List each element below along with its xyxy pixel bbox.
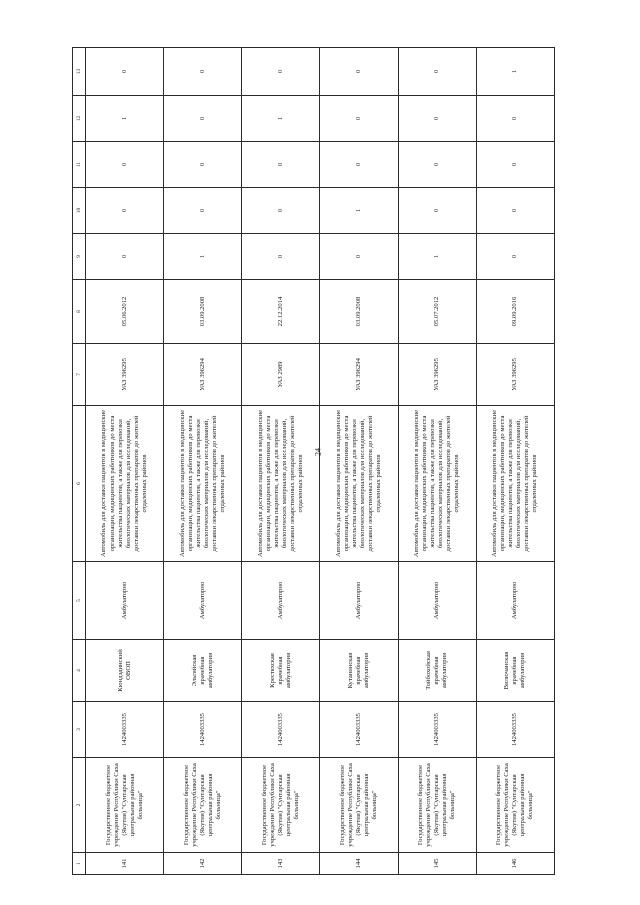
inn-cell: 1424003335 bbox=[164, 702, 242, 758]
inn-cell: 1424003335 bbox=[242, 702, 320, 758]
column-number: 5 bbox=[73, 562, 86, 640]
value-cell: 0 bbox=[86, 142, 164, 188]
value-cell: 1 bbox=[242, 96, 320, 142]
date-cell: 05.07.2012 bbox=[398, 280, 476, 344]
inn-cell: 1424003335 bbox=[398, 702, 476, 758]
subdivision-cell: Кюндэдинский ОВОП bbox=[86, 640, 164, 702]
value-cell: 0 bbox=[398, 48, 476, 96]
subdivision-cell: Тойбохойская врачебная амбулатория bbox=[398, 640, 476, 702]
value-cell: 0 bbox=[476, 96, 554, 142]
value-cell: 0 bbox=[164, 188, 242, 234]
column-number: 13 bbox=[73, 48, 86, 96]
table-row bbox=[86, 48, 164, 875]
vehicle-model-cell: УАЗ 396294 bbox=[320, 344, 398, 406]
column-number-row bbox=[73, 48, 86, 875]
purpose-cell: Автомобиль для доставки пациентов в медицинские организации, медицинских работников до места жительства пациентов, а также для перевозки биологических материалов для исследований, доставки лекарственных препаратов до жителей отдаленных районов bbox=[86, 406, 164, 562]
row-number-cell: 141 bbox=[86, 853, 164, 875]
value-cell: 0 bbox=[476, 142, 554, 188]
organization-cell: Государственное бюджетное учреждение Республики Саха (Якутия) "Сунтарская центральная районная больница" bbox=[398, 758, 476, 853]
organization-cell: Государственное бюджетное учреждение Республики Саха (Якутия) "Сунтарская центральная районная больница" bbox=[320, 758, 398, 853]
purpose-cell: Автомобиль для доставки пациентов в медицинские организации, медицинских работников до места жительства пациентов, а также для перевозки биологических материалов для исследований, доставки лекарственных препаратов до жителей отдаленных районов bbox=[476, 406, 554, 562]
value-cell: 0 bbox=[398, 188, 476, 234]
care-type-cell: Амбулаторно bbox=[164, 562, 242, 640]
value-cell: 0 bbox=[320, 48, 398, 96]
organization-cell: Государственное бюджетное учреждение Республики Саха (Якутия) "Сунтарская центральная районная больница" bbox=[164, 758, 242, 853]
date-cell: 03.09.2008 bbox=[164, 280, 242, 344]
vehicle-model-cell: УАЗ 396295 bbox=[476, 344, 554, 406]
value-cell: 0 bbox=[242, 234, 320, 280]
row-number-cell: 144 bbox=[320, 853, 398, 875]
inn-cell: 1424003335 bbox=[476, 702, 554, 758]
column-number: 8 bbox=[73, 280, 86, 344]
value-cell: 1 bbox=[164, 234, 242, 280]
table-row bbox=[320, 48, 398, 875]
row-number-cell: 146 bbox=[476, 853, 554, 875]
care-type-cell: Амбулаторно bbox=[242, 562, 320, 640]
table-row bbox=[476, 48, 554, 875]
column-number: 1 bbox=[73, 853, 86, 875]
value-cell: 0 bbox=[164, 48, 242, 96]
table-row bbox=[398, 48, 476, 875]
value-cell: 0 bbox=[242, 48, 320, 96]
organization-cell: Государственное бюджетное учреждение Республики Саха (Якутия) "Сунтарская центральная районная больница" bbox=[476, 758, 554, 853]
column-number: 7 bbox=[73, 344, 86, 406]
subdivision-cell: Вилючанская врачебная амбулатория bbox=[476, 640, 554, 702]
purpose-cell: Автомобиль для доставки пациентов в медицинские организации, медицинских работников до места жительства пациентов, а также для перевозки биологических материалов для исследований, доставки лекарственных препаратов до жителей отдаленных районов bbox=[320, 406, 398, 562]
organization-cell: Государственное бюджетное учреждение Республики Саха (Якутия) "Сунтарская центральная районная больница" bbox=[242, 758, 320, 853]
vehicle-model-cell: УАЗ 396294 bbox=[164, 344, 242, 406]
date-cell: 03.09.2008 bbox=[320, 280, 398, 344]
inn-cell: 1424003335 bbox=[320, 702, 398, 758]
value-cell: 0 bbox=[320, 234, 398, 280]
column-number: 4 bbox=[73, 640, 86, 702]
value-cell: 0 bbox=[320, 142, 398, 188]
date-cell: 05.06.2012 bbox=[86, 280, 164, 344]
value-cell: 1 bbox=[398, 234, 476, 280]
table-row bbox=[164, 48, 242, 875]
subdivision-cell: Кутанинская врачебная амбулатория bbox=[320, 640, 398, 702]
row-number-cell: 142 bbox=[164, 853, 242, 875]
column-number: 2 bbox=[73, 758, 86, 853]
value-cell: 0 bbox=[164, 96, 242, 142]
column-number: 9 bbox=[73, 234, 86, 280]
purpose-cell: Автомобиль для доставки пациентов в медицинские организации, медицинских работников до места жительства пациентов, а также для перевозки биологических материалов для исследований, доставки лекарственных препаратов до жителей отдаленных районов bbox=[398, 406, 476, 562]
row-number-cell: 145 bbox=[398, 853, 476, 875]
vehicle-model-cell: УАЗ 2989 bbox=[242, 344, 320, 406]
column-number: 12 bbox=[73, 96, 86, 142]
inn-cell: 1424003335 bbox=[86, 702, 164, 758]
value-cell: 0 bbox=[242, 142, 320, 188]
page-number: 24 bbox=[313, 448, 323, 456]
vehicle-model-cell: УАЗ 396295 bbox=[86, 344, 164, 406]
value-cell: 0 bbox=[476, 188, 554, 234]
subdivision-cell: Эльгяйская врачебная амбулатория bbox=[164, 640, 242, 702]
rotated-page bbox=[72, 48, 555, 875]
row-number-cell: 143 bbox=[242, 853, 320, 875]
value-cell: 1 bbox=[476, 48, 554, 96]
value-cell: 1 bbox=[86, 96, 164, 142]
value-cell: 0 bbox=[86, 188, 164, 234]
care-type-cell: Амбулаторно bbox=[320, 562, 398, 640]
care-type-cell: Амбулаторно bbox=[476, 562, 554, 640]
vehicle-register-table bbox=[72, 47, 555, 875]
table-row bbox=[242, 48, 320, 875]
organization-cell: Государственное бюджетное учреждение Республики Саха (Якутия) "Сунтарская центральная районная больница" bbox=[86, 758, 164, 853]
care-type-cell: Амбулаторно bbox=[398, 562, 476, 640]
value-cell: 0 bbox=[164, 142, 242, 188]
subdivision-cell: Крестяхская врачебная амбулатория bbox=[242, 640, 320, 702]
column-number: 6 bbox=[73, 406, 86, 562]
value-cell: 0 bbox=[86, 234, 164, 280]
value-cell: 0 bbox=[398, 96, 476, 142]
value-cell: 0 bbox=[320, 96, 398, 142]
value-cell: 0 bbox=[242, 188, 320, 234]
value-cell: 0 bbox=[86, 48, 164, 96]
column-number: 10 bbox=[73, 188, 86, 234]
care-type-cell: Амбулаторно bbox=[86, 562, 164, 640]
column-number: 3 bbox=[73, 702, 86, 758]
value-cell: 1 bbox=[320, 188, 398, 234]
purpose-cell: Автомобиль для доставки пациентов в медицинские организации, медицинских работников до места жительства пациентов, а также для перевозки биологических материалов для исследований, доставки лекарственных препаратов до жителей отдаленных районов bbox=[242, 406, 320, 562]
value-cell: 0 bbox=[398, 142, 476, 188]
date-cell: 22.12.2014 bbox=[242, 280, 320, 344]
date-cell: 09.09.2016 bbox=[476, 280, 554, 344]
column-number: 11 bbox=[73, 142, 86, 188]
purpose-cell: Автомобиль для доставки пациентов в медицинские организации, медицинских работников до места жительства пациентов, а также для перевозки биологических материалов для исследований, доставки лекарственных препаратов до жителей отдаленных районов bbox=[164, 406, 242, 562]
value-cell: 0 bbox=[476, 234, 554, 280]
vehicle-model-cell: УАЗ 396295 bbox=[398, 344, 476, 406]
